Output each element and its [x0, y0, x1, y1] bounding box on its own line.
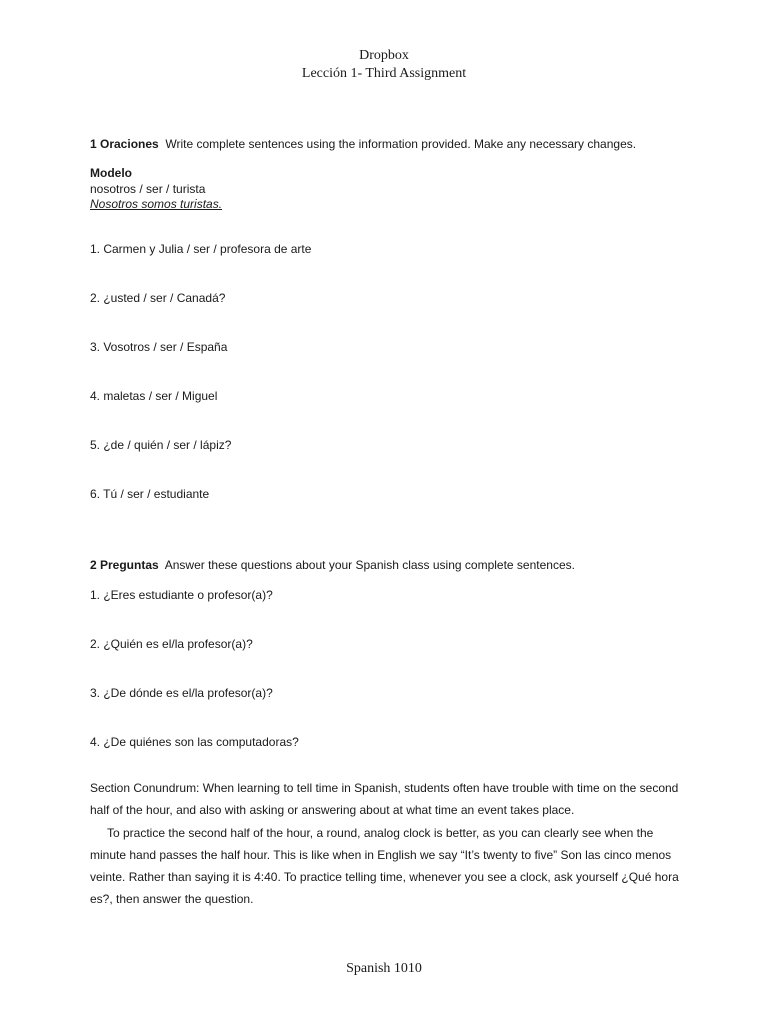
section2-intro	[90, 558, 575, 573]
section1-item: 2. ¿usted / ser / Canadá?	[90, 291, 226, 305]
document-header	[0, 47, 768, 83]
section2-item: 4. ¿De quiénes son las computadoras?	[90, 735, 299, 749]
section1-item: 1. Carmen y Julia / ser / profesora de arte	[90, 242, 312, 256]
section2-heading: 2 Preguntas	[90, 558, 159, 572]
section1-intro	[90, 137, 636, 152]
section1-item: 3. Vosotros / ser / España	[90, 340, 228, 354]
modelo-prompt: nosotros / ser / turista	[90, 182, 206, 196]
conundrum-paragraph: To practice the second half of the hour, a round, analog clock is better, as you can clearly see when the minute hand passes the half hour. This is like when in English we say “It’s twenty to five” Son las cinco menos veinte. Rather than saying it is 4:40. To practice telling time, whenever you see a clock, ask yourself ¿Qué hora es?, then answer the question.	[90, 825, 679, 907]
section1-heading: 1 Oraciones	[90, 137, 159, 151]
document-title: Dropbox	[359, 48, 409, 63]
section2-instructions: Answer these questions about your Spanish class using complete sentences.	[164, 558, 575, 572]
section2-item: 1. ¿Eres estudiante o profesor(a)?	[90, 588, 273, 602]
section-conundrum	[90, 777, 690, 911]
section2-item: 2. ¿Quién es el/la profesor(a)?	[90, 637, 253, 651]
section1-instructions: Write complete sentences using the information provided. Make any necessary changes.	[165, 137, 637, 151]
modelo-answer: Nosotros somos turistas.	[90, 197, 223, 211]
modelo-label: Modelo	[90, 166, 132, 180]
section1-item: 5. ¿de / quién / ser / lápiz?	[90, 438, 232, 452]
section2-item: 3. ¿De dónde es el/la profesor(a)?	[90, 686, 273, 700]
section1-item: 4. maletas / ser / Miguel	[90, 389, 218, 403]
document-subtitle: Lección 1- Third Assignment	[301, 66, 467, 81]
conundrum-paragraph: Section Conundrum: When learning to tell time in Spanish, students often have trouble with time on the second half of the hour, and also with asking or answering about at what time an event takes place.	[90, 781, 679, 818]
section1-item: 6. Tú / ser / estudiante	[90, 487, 210, 501]
document-footer: Spanish 1010	[346, 961, 422, 976]
